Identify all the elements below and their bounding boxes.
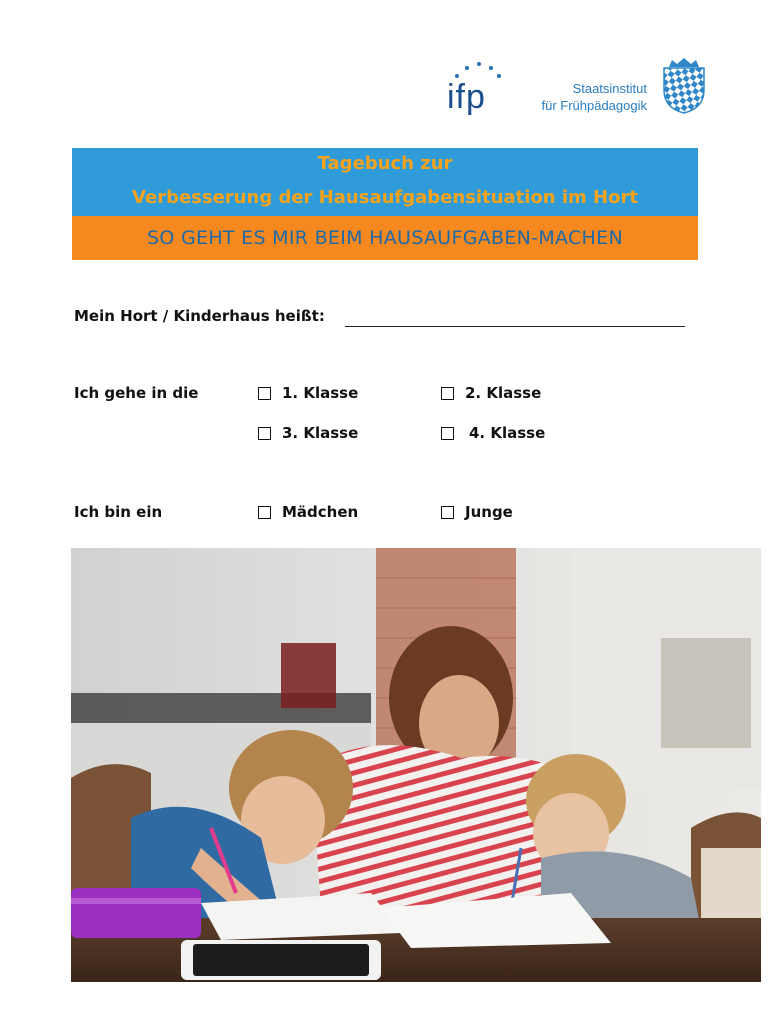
girl-checkbox[interactable] — [258, 503, 358, 521]
boy-label: Junge — [465, 503, 513, 521]
institute-line2: für Frühpädagogik — [541, 98, 647, 113]
grade-3-checkbox[interactable] — [258, 424, 358, 442]
homework-scene-photo — [71, 548, 761, 982]
checkbox-icon — [258, 506, 271, 519]
title-line-2: Verbesserung der Hausaufgabensituation im Hort — [72, 178, 698, 216]
grade-2-checkbox[interactable] — [441, 384, 541, 402]
checkbox-icon — [258, 387, 271, 400]
grade-4-label: 4. Klasse — [469, 424, 546, 442]
hort-name-field[interactable] — [345, 316, 685, 327]
grade-label: Ich gehe in die — [74, 384, 199, 402]
boy-checkbox[interactable] — [441, 503, 513, 521]
hort-name-label: Mein Hort / Kinderhaus heißt: — [74, 307, 325, 325]
bavarian-coat-of-arms-icon — [661, 58, 707, 114]
grade-2-label: 2. Klasse — [465, 384, 542, 402]
gender-label: Ich bin ein — [74, 503, 163, 521]
checkbox-icon — [258, 427, 271, 440]
checkbox-icon — [441, 427, 454, 440]
grade-3-label: 3. Klasse — [282, 424, 359, 442]
ifp-logo — [445, 58, 715, 128]
checkbox-icon — [441, 387, 454, 400]
subtitle-banner: SO GEHT ES MIR BEIM HAUSAUFGABEN-MACHEN — [72, 216, 698, 260]
grade-1-checkbox[interactable] — [258, 384, 358, 402]
ifp-dots-icon — [451, 58, 501, 80]
ifp-wordmark: ifp — [447, 78, 486, 116]
institute-name — [517, 80, 647, 114]
grade-4-checkbox[interactable] — [441, 424, 545, 442]
checkbox-icon — [441, 506, 454, 519]
girl-label: Mädchen — [282, 503, 359, 521]
institute-line1: Staatsinstitut — [572, 81, 647, 96]
grade-1-label: 1. Klasse — [282, 384, 359, 402]
title-line-1: Tagebuch zur — [72, 148, 698, 178]
